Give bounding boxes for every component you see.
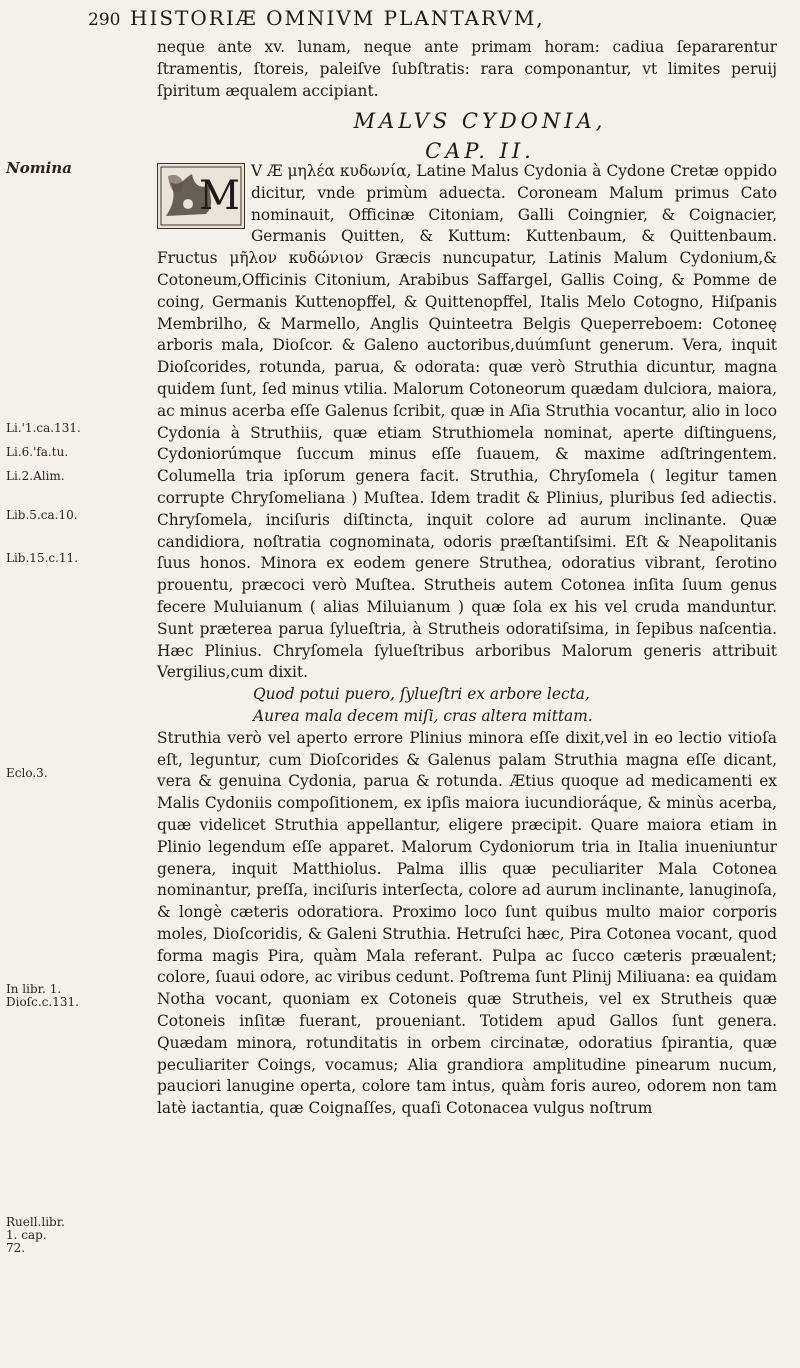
running-header (88, 4, 788, 36)
drop-cap-ornament-icon (157, 163, 245, 229)
verse-line-2: Aurea mala decem miſi, cras altera mittam. (253, 706, 593, 725)
margin-note: Eclo.3. (6, 766, 48, 780)
margin-note: Ruell.libr. 1. cap. 72. (6, 1215, 65, 1255)
margin-note: In libr. 1. Dioſc.c.131. (6, 982, 79, 1009)
chapter-text-1: V Æ μηλέα κυδωνία, Latine Malus Cydonia à Cydone Cretæ oppido dicitur, vnde primùm aduecta. Coroneam Malum primus Cato nominauit, Officinæ Citoniam, Galli Coingnier, & Coignacier, Germanis Quitten, & Kuttum: Kuttenbaum, & Quittenbaum. Fructus μῆλον κυδώνιον Græcis nuncupatur, Latinis Malum Cydonium,& Cotoneum,Officinis Citonium, Arabibus Saffargel, Gallis Coing, & Pomme de coing, Germanis Kuttenopffel, & Quittenopffel, Italis Melo Cotogno, Hiſpanis Membrilho, & Marmello, Anglis Quinteetra Belgis Queperreboem: Cotoneę arboris mala, Dioſcor. & Galeno auctoribus,duúmſunt generum. Vera, inquit Dioſcorides, rotunda, parua, & odorata: quæ verò Struthia dicuntur, magna quidem ſunt, ſed minus vtilia. Malorum Cotoneorum quædam dulciora, maiora, ac minus acerba eſſe Galenus ſcribit, quæ in Aſia Struthia vocantur, alio in loco Cydonia à Struthiis, quæ etiam Struthiomela nominat, aperte diſtinguens, Cydoniorúmque ſuccum minus eſſe ſuauem, & maxime adſtringentem. Columella tria ipſorum genera facit. Struthia, Chryſomela ( legitur tamen corrupte Chryſomeliana ) Muſtea. Idem tradit & Plinius, pluribus ſed adiectis. Chryſomela, inciſuris diſtincta, inquit colore ad aurum inclinante. Quæ candidiora, noſtratia cognominata, odoris præſtantiſsimi. Eſt & Neapolitanis ſuus honos. Minora ex eodem genere Struthea, odoratius vibrant, ſerotino prouentu, præcoci verò Muſtea. Strutheis autem Cotonea inſita ſuum genus fecere Muluianum ( alias Miluianum ) quæ ſola ex his vel cruda manduntur. Sunt præterea parua ſylueſtria, à Strutheis odoratiſsima, in ſepibus naſcentia. Hæc Plinius. Chryſomela ſylueſtribus arboribus Malorum generis attribuit Vergilius,cum dixit. (157, 162, 777, 682)
margin-note: Lib.15.c.11. (6, 551, 79, 565)
page-number: 290 (88, 10, 121, 30)
chapter-text-2: Struthia verò vel aperto errore Plinius minora eſſe dixit,vel in eo lectio vitioſa eſt, leguntur, cum Dioſcorides & Galenus palam Struthia magna eſſe dicant, vera & genuina Cydonia, parua & rotunda. Ætius quoque ad medicamenti ex Malis Cydoniis compoſitionem, ex ipſis maiora iucundioráque, & minùs acerba, quæ videlicet Struthia appellantur, eligere præcipit. Quare maiora etiam in Plinio legendum eſſe apparet. Malorum Cydoniorum tria in Italia inueniuntur genera, inquit Matthiolus. Palma illis quæ peculiariter Mala Cotonea nominantur, preſſa, inciſuris interſecta, colore ad aurum inclinante, lanuginoſa, & longè cæteris odoratiora. Proximo loco ſunt quibus multo maior corporis moles, Dioſcoridis, & Galeni Struthia. Hetruſci hæc, Pira Cotonea vocant, quod forma magis Pira, quàm Mala referant. Pulpa ac ſucco cæteris præualent; colore, ſuaui odore, ac viribus cedunt. Poſtrema ſunt Plinij Miliuana: ea quidam Notha vocant, quoniam ex Cotoneis quæ Strutheis, vel ex Strutheis quæ Cotoneis inſitæ fuerant, proueniant. Totidem apud Gallos ſunt genera. Quædam minora, rotunditatis in orbem circinatæ, odoratius ſpirantia, quæ peculiariter Coings, vocamus; Alia grandiora amplitudine pinearum nucum, pauciori lanugine operta, colore tam intus, quàm foris aureo, odorem non tam latè iactantia, quæ Coignaſſes, quaſi Cotonacea vulgus noſtrum (157, 728, 777, 1118)
margin-note-nomina: Nomina (6, 159, 72, 177)
chapter-title: MALVS CYDONIA, (353, 109, 607, 133)
chapter-heading (250, 106, 710, 166)
intro-paragraph: neque ante xv. lunam, neque ante primam horam: cadiua ſepararentur ſtramentis, ſtoreis, paleiſve ſubſtratis: rara componantur, vt limites peruij ſpiritum æqualem accipiant. (157, 38, 777, 100)
chapter-body (157, 161, 777, 1120)
margin-note: Li.'1.ca.131. (6, 421, 81, 435)
chapter-number: CAP. II. (425, 139, 535, 163)
drop-cap-letter: M (199, 173, 240, 219)
margin-note: Lib.5.ca.10. (6, 508, 78, 522)
margin-note: Li.2.Alim. (6, 469, 65, 483)
running-title: HISTORIÆ OMNIVM PLANTARVM, (130, 6, 545, 30)
verse-line-1: Quod potui puero, ſylueſtri ex arbore lecta, (253, 685, 590, 704)
margin-note: Li.6.'fa.tu. (6, 445, 69, 459)
